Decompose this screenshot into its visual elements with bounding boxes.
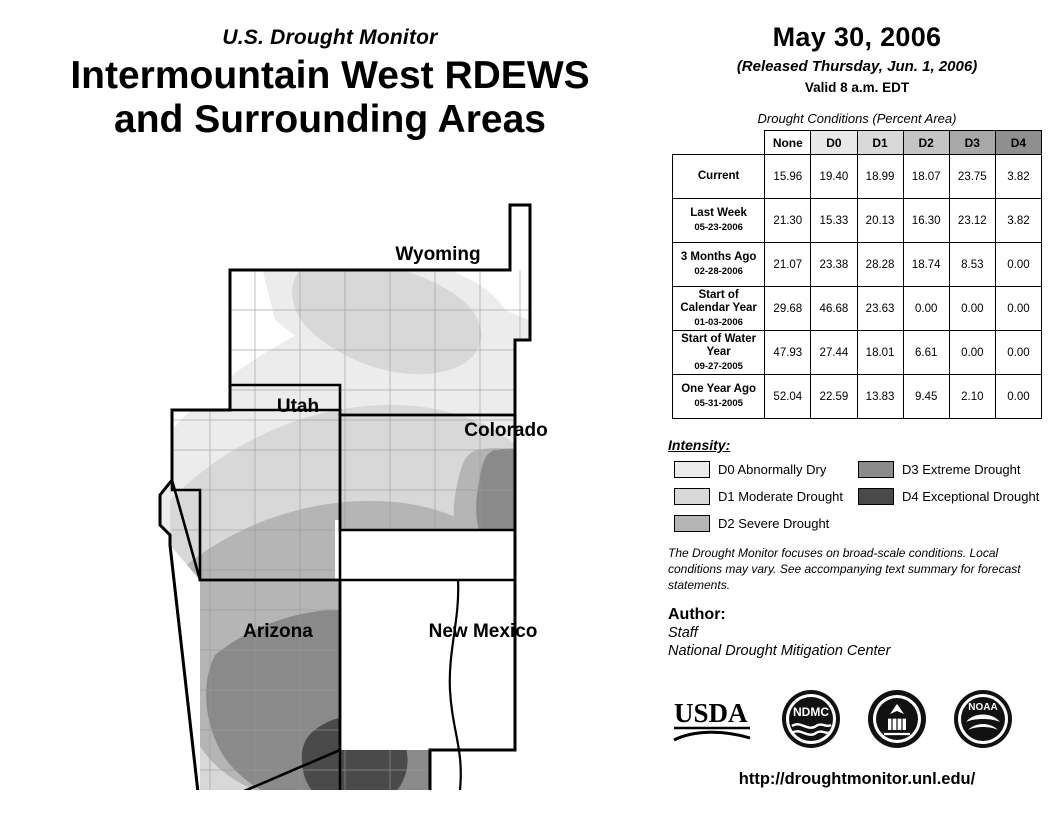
cell-oneyear-d2: 9.45 [903,375,949,419]
cell-calyear-d2: 0.00 [903,287,949,331]
cell-wateryear-none: 47.93 [765,331,811,375]
row-label-date: 05-23-2006 [694,222,743,234]
website-url[interactable]: http://droughtmonitor.unl.edu/ [738,770,976,788]
table-row [673,375,1042,419]
cell-oneyear-none: 52.04 [765,375,811,419]
cell-wateryear-d1: 18.01 [857,331,903,375]
cell-3months-d1: 28.28 [857,243,903,287]
legend-label-d0: D0 Abnormally Dry [718,462,827,477]
right-panel [664,22,1050,661]
cell-calyear-d0: 46.68 [811,287,857,331]
svg-text:NDMC: NDMC [793,705,829,719]
cell-current-d3: 23.75 [949,155,995,199]
table-row [673,243,1042,287]
map-date: May 30, 2006 [772,22,942,52]
col-header-d0: D0 [811,131,857,155]
row-label-text: Current [697,169,740,182]
row-label-text: 3 Months Ago [680,251,757,264]
usda-logo [672,694,754,748]
drought-map [60,150,660,790]
legend-label-d2: D2 Severe Drought [718,516,830,531]
legend-swatch-d1 [674,488,710,505]
cell-wateryear-d2: 6.61 [903,331,949,375]
ndmc-logo [780,688,842,750]
cell-current-none: 15.96 [765,155,811,199]
svg-text:USDA: USDA [674,698,748,728]
table-caption: Drought Conditions (Percent Area) [757,111,957,126]
legend-item-d4 [858,488,1039,505]
legend-item-d3 [858,461,1021,478]
cell-calyear-d3: 0.00 [949,287,995,331]
cell-3months-d3: 8.53 [949,243,995,287]
state-label-colorado: Colorado [464,420,548,441]
col-header-d4: D4 [995,131,1041,155]
cell-wateryear-d3: 0.00 [949,331,995,375]
svg-text:NOAA: NOAA [968,702,998,713]
cell-wateryear-d4: 0.00 [995,331,1041,375]
row-label-date: 05-31-2005 [694,398,743,410]
cell-current-d2: 18.07 [903,155,949,199]
logo-row [664,688,1050,758]
legend-heading: Intensity: [668,437,731,453]
cell-3months-none: 21.07 [765,243,811,287]
col-header-d3: D3 [949,131,995,155]
cell-wateryear-d0: 27.44 [811,331,857,375]
col-header-d2: D2 [903,131,949,155]
drought-conditions-table [672,130,1042,419]
cell-lastweek-d4: 3.82 [995,199,1041,243]
row-label-date: 01-03-2006 [694,317,743,329]
cell-oneyear-d0: 22.59 [811,375,857,419]
cell-oneyear-d4: 0.00 [995,375,1041,419]
page-title [0,54,660,141]
row-label-text: Start of Calendar Year [680,288,757,315]
table-corner-cell [673,131,765,155]
table-header-row [673,131,1042,155]
title-block [0,26,660,141]
legend [668,461,1050,543]
author-name: Staff [668,624,698,641]
legend-swatch-d3 [858,461,894,478]
legend-item-d0 [674,461,826,478]
cell-lastweek-none: 21.30 [765,199,811,243]
disclaimer-text: The Drought Monitor focuses on broad-scale conditions. Local conditions may vary. See accompanying text summary for forecast statements. [668,546,1021,593]
cell-current-d0: 19.40 [811,155,857,199]
cell-lastweek-d0: 15.33 [811,199,857,243]
author-organization: National Drought Mitigation Center [668,643,891,660]
row-label-last-week [673,199,765,243]
legend-label-d1: D1 Moderate Drought [718,489,844,504]
col-header-d1: D1 [857,131,903,155]
cell-oneyear-d1: 13.83 [857,375,903,419]
col-header-none: None [765,131,811,155]
noaa-logo [952,688,1014,750]
row-label-date: 09-27-2005 [694,361,743,373]
legend-label-d3: D3 Extreme Drought [902,462,1021,477]
cell-current-d1: 18.99 [857,155,903,199]
row-label-date: 02-28-2006 [694,266,743,278]
table-row [673,155,1042,199]
cell-calyear-none: 29.68 [765,287,811,331]
cell-calyear-d1: 23.63 [857,287,903,331]
row-label-text: Start of Water Year [681,332,757,359]
cell-lastweek-d1: 20.13 [857,199,903,243]
cell-3months-d0: 23.38 [811,243,857,287]
cell-lastweek-d2: 16.30 [903,199,949,243]
state-label-wyoming: Wyoming [395,244,481,265]
state-label-utah: Utah [276,396,320,417]
row-label-3-months-ago [673,243,765,287]
cell-current-d4: 3.82 [995,155,1041,199]
table-row [673,287,1042,331]
author-heading: Author: [668,605,726,623]
row-label-start-calendar-year [673,287,765,331]
row-label-current [673,155,765,199]
cell-oneyear-d3: 2.10 [949,375,995,419]
cell-lastweek-d3: 23.12 [949,199,995,243]
state-label-arizona: Arizona [243,621,313,642]
row-label-start-water-year [673,331,765,375]
table-row [673,331,1042,375]
cell-calyear-d4: 0.00 [995,287,1041,331]
table-row [673,199,1042,243]
page-title-line1: Intermountain West RDEWS [70,54,590,97]
legend-swatch-d2 [674,515,710,532]
cell-3months-d2: 18.74 [903,243,949,287]
map-region-shapes [60,150,660,790]
row-label-one-year-ago [673,375,765,419]
legend-label-d4: D4 Exceptional Drought [902,489,1040,504]
legend-item-d2 [674,515,829,532]
page-title-line2: and Surrounding Areas [114,97,546,141]
legend-swatch-d4 [858,488,894,505]
valid-time: Valid 8 a.m. EDT [804,80,910,95]
row-label-text: One Year Ago [681,383,757,396]
release-date: (Released Thursday, Jun. 1, 2006) [736,58,978,75]
row-label-text: Last Week [690,207,747,220]
legend-swatch-d0 [674,461,710,478]
usdc-seal-logo [866,688,928,750]
state-label-new-mexico: New Mexico [428,621,538,642]
cell-3months-d4: 0.00 [995,243,1041,287]
legend-item-d1 [674,488,843,505]
program-name: U.S. Drought Monitor [222,26,438,49]
